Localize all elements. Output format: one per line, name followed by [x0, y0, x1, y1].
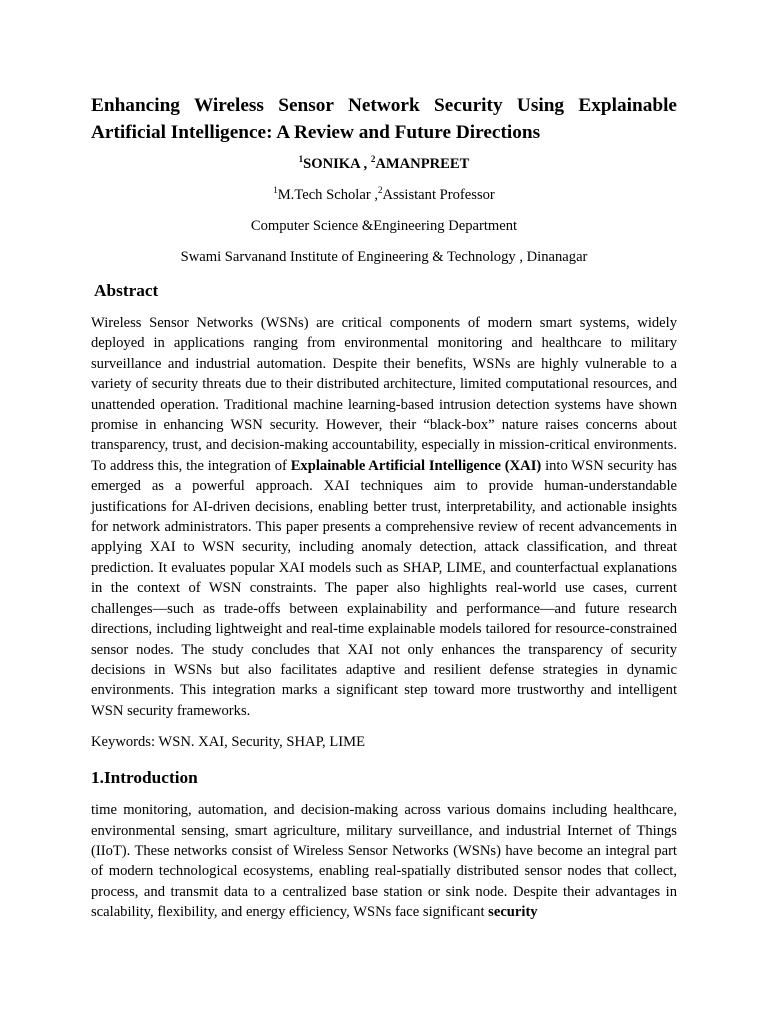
- department-line: Computer Science &Engineering Department: [250, 218, 518, 234]
- introduction-text: time monitoring, automation, and decision-making across various domains including healthcare, environmental sensing, smart agriculture, military surveillance, and industrial Internet of Things (IIoT). These networks consist of Wireless Sensor Networks (WSNs) have become an integral part of modern technological ecosystems, enabling real-spatially distributed sensor nodes that collect, process, and transmit data to a centralized base station or sink node. Despite their advantages in scalability, flexibility, and energy efficiency, WSNs face significant: [91, 802, 677, 921]
- introduction-heading: 1.Introduction: [91, 768, 198, 788]
- abstract-text-part-1: Wireless Sensor Networks (WSNs) are critical components of modern smart systems, widely deployed in applications ranging from environmental monitoring and healthcare to military surveillance and industrial automation. Despite their benefits, WSNs are highly vulnerable to a variety of security threats due to their distributed architecture, limited computational resources, and unattended operation. Traditional machine learning-based intrusion detection systems have shown promise in enhancing WSN security. However, their “black-box” nature raises concerns about transparency, trust, and decision-making accountability, especially in mission-critical environments. To address this, the integration of: [91, 315, 677, 474]
- author-2-name: AMANPREET: [375, 156, 470, 172]
- affiliation-2-text: Assistant Professor: [382, 187, 495, 203]
- abstract-text-part-2: into WSN security has emerged as a powerful approach. XAI techniques aim to provide human-understandable justifications for AI-driven decisions, enabling better trust, interpretability, and actionable insights for network administrators. This paper presents a comprehensive review of recent advancements in applying XAI to WSN security, including anomaly detection, attack classification, and threat prediction. It evaluates popular XAI models such as SHAP, LIME, and counterfactual explanations in the context of WSN constraints. The paper also highlights real-world use cases, current challenges—such as trade-offs between explainability and performance—and future research directions, including lightweight and real-time explainable models tailored for resource-constrained sensor nodes. The study concludes that XAI not only enhances the transparency of security decisions in WSNs but also facilitates adaptive and resilient defense strategies in dynamic environments. This integration marks a significant step toward more trustworthy and intelligent WSN security frameworks.: [91, 457, 677, 719]
- author-1-name: SONIKA ,: [303, 156, 371, 172]
- abstract-body: [91, 313, 677, 721]
- author-1-superscript: 1: [298, 154, 304, 164]
- introduction-body: [91, 800, 677, 922]
- introduction-security-term: security: [488, 904, 538, 921]
- institute-line: Swami Sarvanand Institute of Engineering & Technology , Dinanagar: [180, 249, 588, 265]
- author-line: [91, 155, 677, 173]
- abstract-heading: Abstract: [94, 281, 159, 300]
- keywords-line: Keywords: WSN. XAI, Security, SHAP, LIME: [91, 734, 366, 751]
- affiliation-2-superscript: 2: [378, 185, 383, 195]
- author-2-superscript: 2: [370, 154, 376, 164]
- paper-title: Enhancing Wireless Sensor Network Security Using Explainable Artificial Intelligence: A Review and Future Directions: [91, 95, 677, 143]
- affiliation-1-text: M.Tech Scholar ,: [277, 187, 378, 203]
- abstract-xai-term: Explainable Artificial Intelligence (XAI): [290, 457, 542, 474]
- affiliation-line: [91, 186, 677, 204]
- affiliation-1-superscript: 1: [273, 185, 278, 195]
